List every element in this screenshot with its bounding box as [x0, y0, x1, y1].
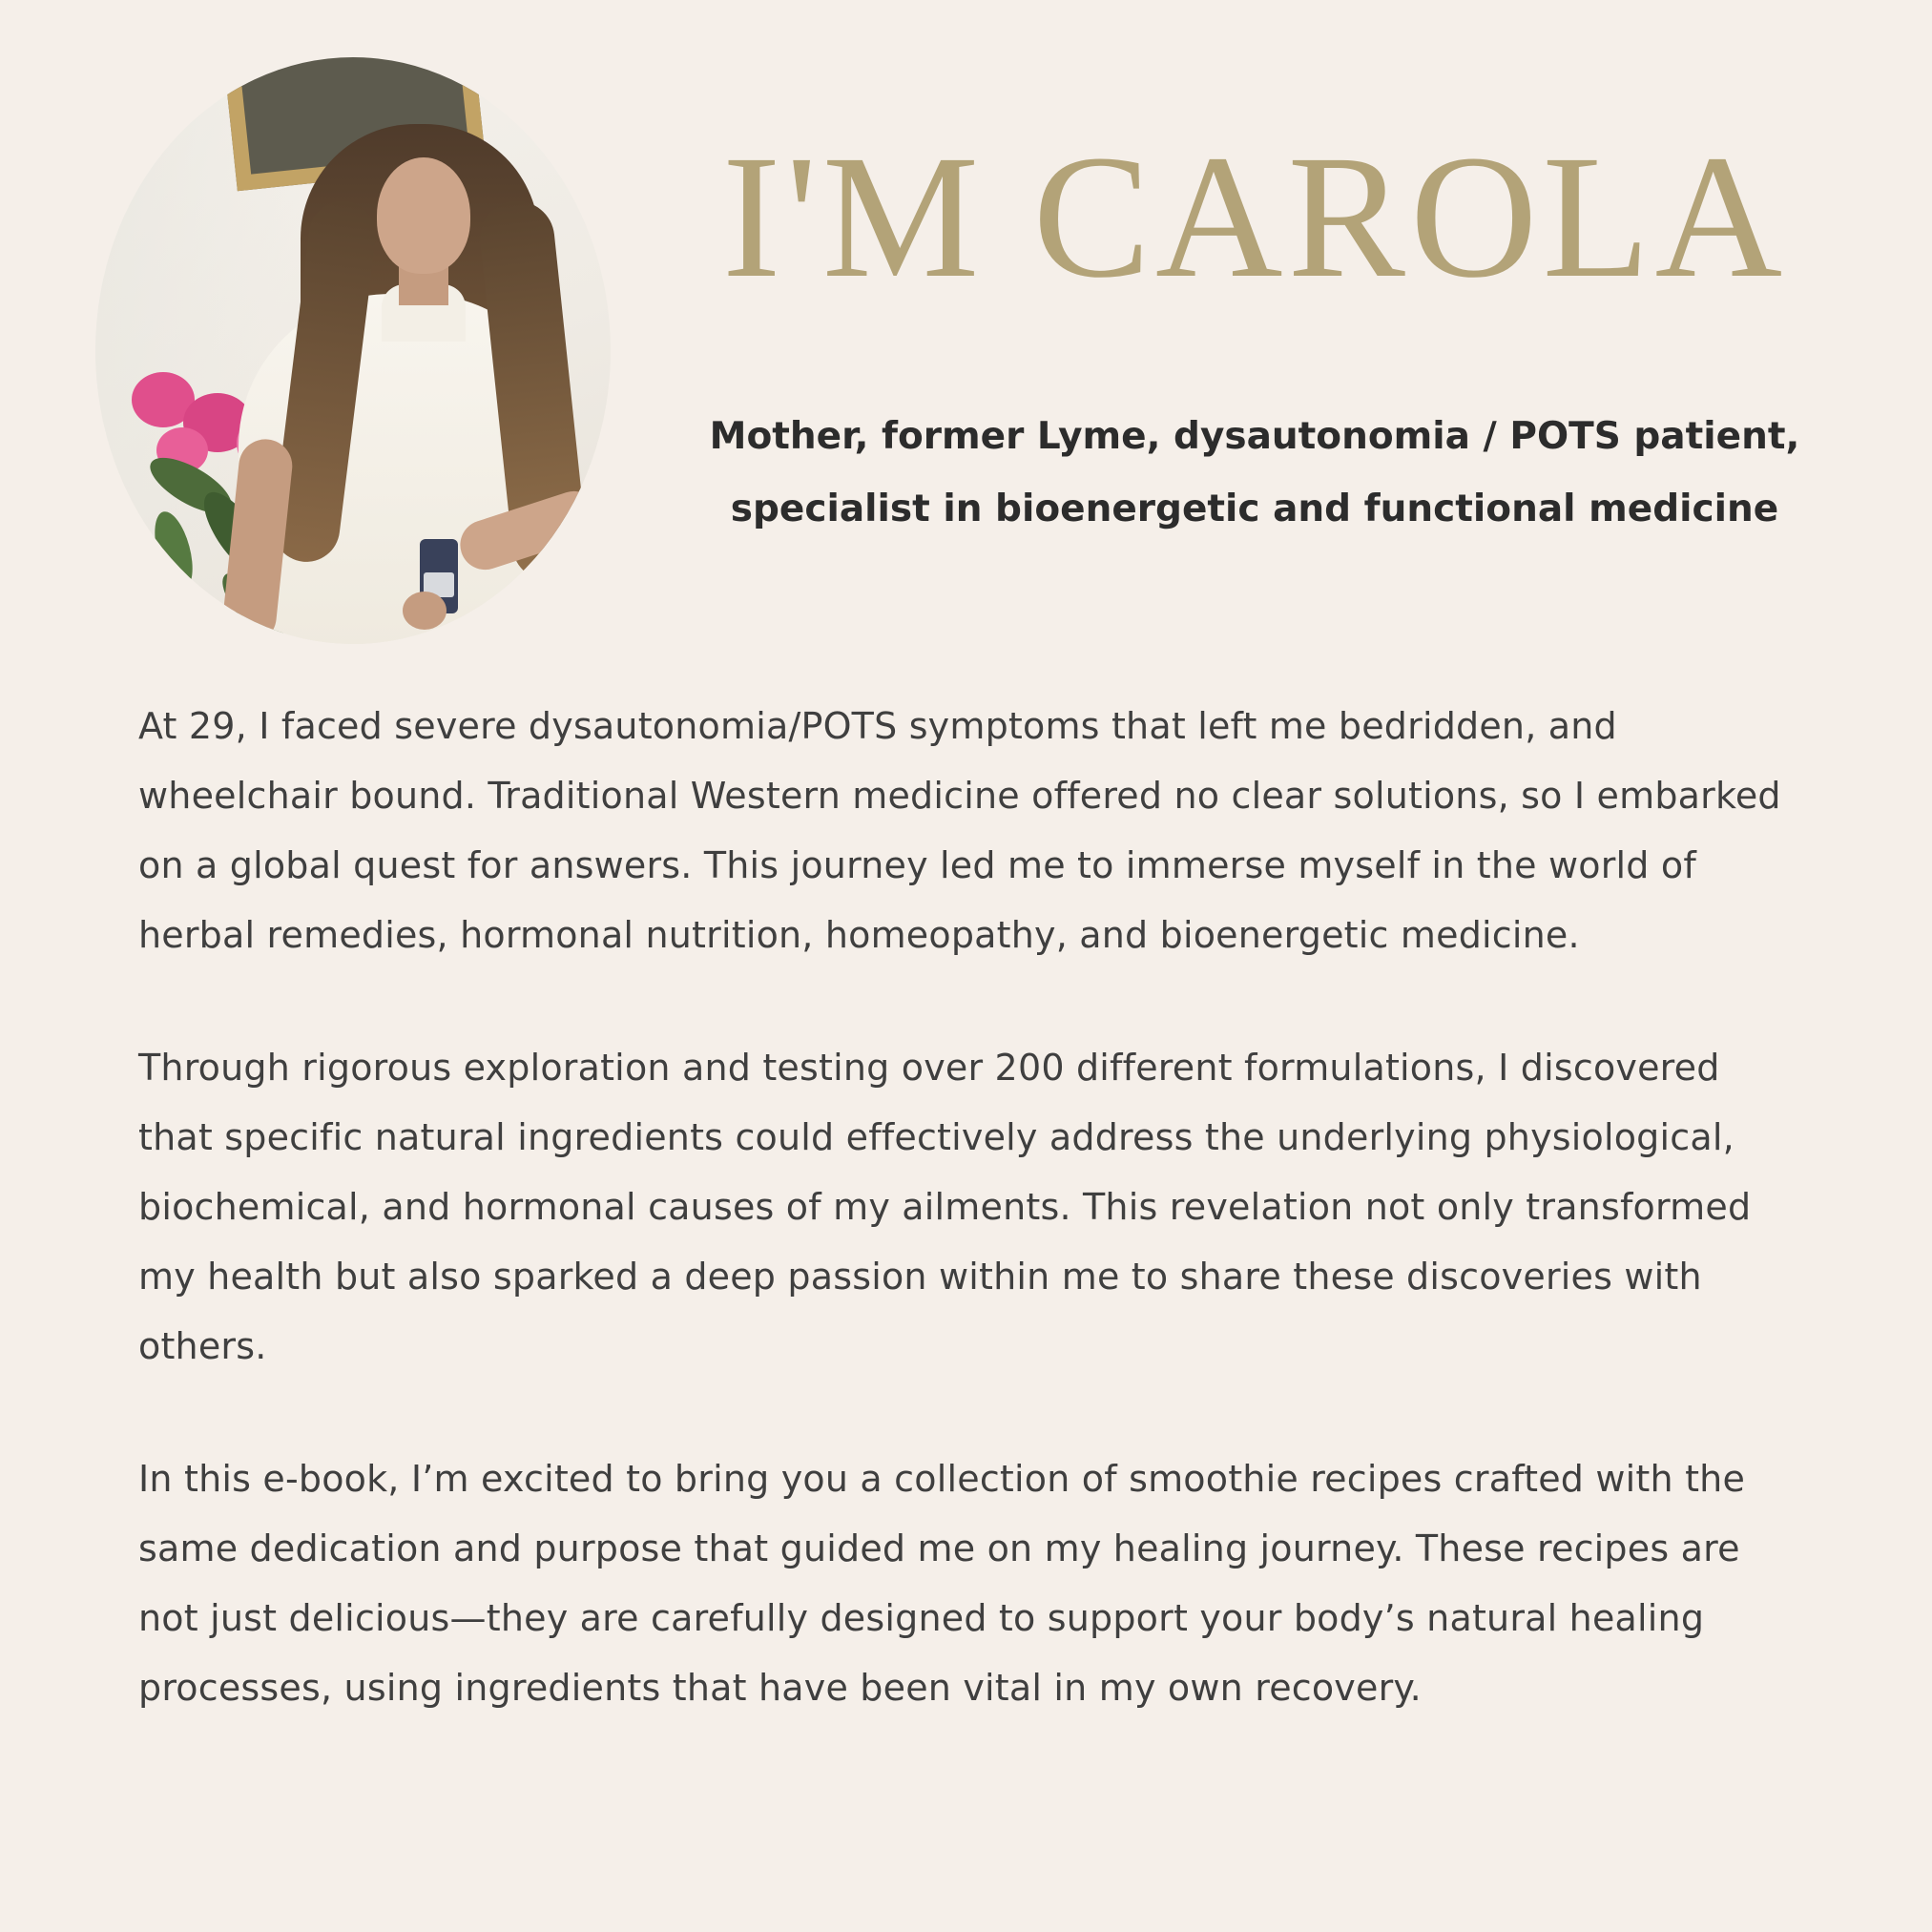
author-tagline [620, 401, 1889, 546]
author-tagline-line1: Mother, former Lyme, dysautonomia / POTS patient, [709, 415, 1800, 458]
photo-hand [403, 592, 447, 630]
page-title: I'M CAROLA [721, 119, 1788, 315]
bio-paragraph-1: At 29, I faced severe dysautonomia/POTS symptoms that left me bedridden, and wheelchair bound. Traditional Western medicine offered no clear solutions, so I embarked on a global quest for answers. This journey led me to immerse myself in the world of herbal remedies, hormonal nutrition, homeopathy, and bioenergetic medicine. [138, 705, 1781, 956]
author-tagline-line2: specialist in bioenergetic and functional medicine [730, 488, 1779, 530]
author-photo [95, 57, 611, 644]
bio-text [138, 692, 1803, 1786]
bio-paragraph-3: In this e-book, I’m excited to bring you a collection of smoothie recipes crafted with the same dedication and purpose that guided me on my healing journey. These recipes are not just delicious—they are carefully designed to support your body’s natural healing processes, using ingredients that have been vital in my own recovery. [138, 1458, 1746, 1709]
photo-face [377, 157, 470, 274]
bio-paragraph-2: Through rigorous exploration and testing over 200 different formulations, I discovered that specific natural ingredients could effectively address the underlying physiological, biochemical, and hormonal causes of my ailments. This revelation not only transformed my health but also sparked a deep passion within me to share these discoveries with others. [138, 1047, 1752, 1367]
